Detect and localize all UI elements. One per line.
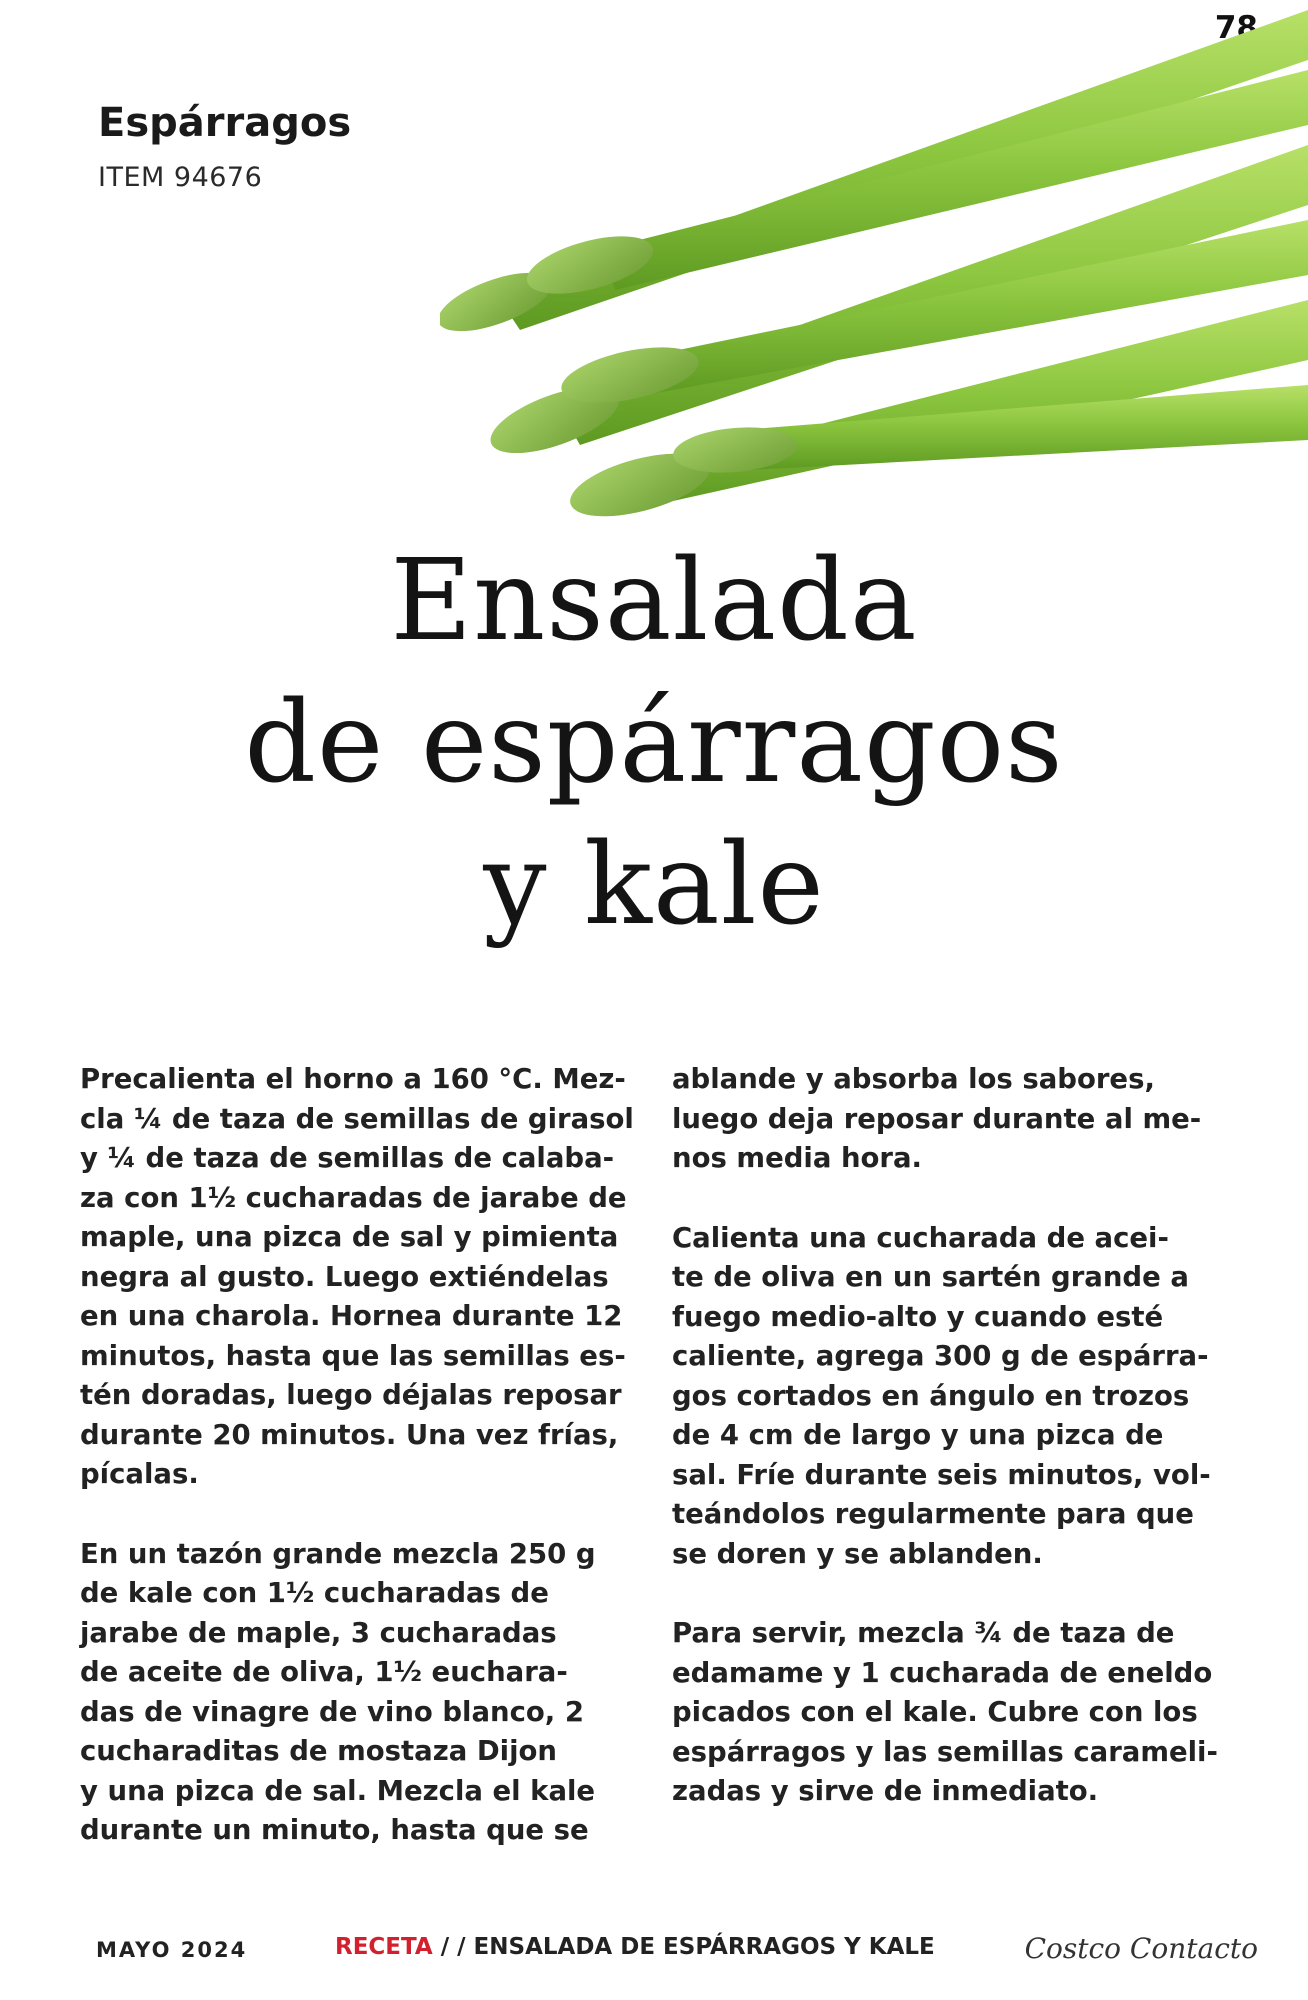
- recipe-paragraph: Para servir, mezcla ¾ de taza de edamame y 1 cucharada de eneldo picados con el kale. Cubre con los espárragos y las semillas carameli- zadas y sirve de inmediato.: [672, 1617, 1218, 1807]
- page-footer: [0, 1934, 1308, 1974]
- title-line: Ensalada: [390, 536, 918, 666]
- breadcrumb-separator: / /: [432, 1934, 474, 1960]
- recipe-paragraph: Calienta una cucharada de acei- te de oliva en un sartén grande a fuego medio-alto y cuando esté caliente, agrega 300 g de espárra- gos cortados en ángulo en trozos de 4 cm de largo y una pizca de sal. Fríe durante seis minutos, vol- teándolos regularmente para que se doren y se ablanden.: [672, 1221, 1211, 1570]
- title-line: y kale: [483, 820, 825, 950]
- recipe-title: [0, 530, 1308, 956]
- section-label: RECETA: [335, 1934, 433, 1960]
- magazine-brand: Costco Contacto: [1024, 1932, 1258, 1965]
- recipe-column-left: [80, 1060, 650, 1891]
- section-breadcrumb: [335, 1934, 935, 1960]
- issue-date: MAYO 2024: [96, 1938, 248, 1962]
- recipe-label: ENSALADA DE ESPÁRRAGOS Y KALE: [473, 1934, 935, 1960]
- asparagus-photo: [440, 0, 1308, 520]
- product-name: Espárragos: [98, 100, 352, 146]
- recipe-paragraph: Precalienta el horno a 160 °C. Mez- cla ¼ de taza de semillas de girasol y ¼ de taza de semillas de calaba- za con 1½ cucharadas de jarabe de maple, una pizca de sal y pimienta negra al gusto. Luego extiéndelas en una charola. Hornea durante 12 minutos, hasta que las semillas es- tén doradas, luego déjalas reposar durante 20 minutos. Una vez frías, pícalas.: [80, 1063, 634, 1490]
- page-number: 78: [1214, 10, 1258, 46]
- recipe-paragraph: En un tazón grande mezcla 250 g de kale con 1½ cucharadas de jarabe de maple, 3 cucharadas de aceite de oliva, 1½ euchara- das de vinagre de vino blanco, 2 cucharaditas de mostaza Dijon y una pizca de sal. Mezcla el kale durante un minuto, hasta que se: [80, 1537, 596, 1846]
- product-item-number: ITEM 94676: [98, 162, 263, 193]
- title-line: de espárragos: [244, 678, 1064, 808]
- recipe-paragraph: ablande y absorba los sabores, luego deja reposar durante al me- nos media hora.: [672, 1063, 1202, 1174]
- recipe-column-right: [672, 1060, 1242, 1852]
